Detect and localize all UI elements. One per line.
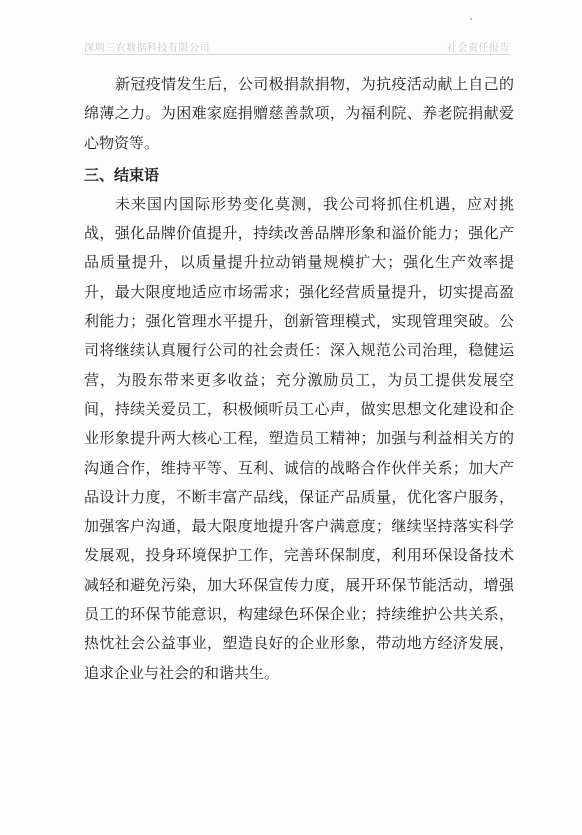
paragraph-conclusion: 未来国内国际形势变化莫测，我公司将抓住机遇，应对挑战，强化品牌价值提升，持续改善品牌形象和溢价能力；强化产品质量提升，以质量提升拉动销量规模扩大；强化生产效率提升，最大限度地适应市场需求；强化经营质量提升，切实提高盈利能力；强化管理水平提升，创新管理模式，实现管理突破。公司将继续认真履行公司的社会责任：深入规范公司治理，稳健运营，为股东带来更多收益；充分激励员工，为员工提供发展空间，持续关爱员工，积极倾听员工心声，做实思想文化建设和企业形象提升两大核心工程，塑造员工精神；加强与利益相关方的沟通合作，维持平等、互利、诚信的战略合作伙伴关系；加大产品设计力度，不断丰富产品线，保证产品质量，优化客户服务，加强客户沟通，最大限度地提升客户满意度；继续坚持落实科学发展观，投身环境保护工作，完善环保制度，利用环保设备技术减轻和避免污染，加大环保宣传力度，展开环保节能活动，增强员工的环保节能意识，构建绿色环保企业；持续维护公共关系，热忱社会公益事业，塑造良好的企业形象，带动地方经济发展，追求企业与社会的和谐共生。 xyxy=(84,194,514,682)
paragraph-donations: 新冠疫情发生后，公司极捐款捐物，为抗疫活动献上自己的绵薄之力。为困难家庭捐赠慈善款项，为福利院、养老院捐献爱心物资等。 xyxy=(84,75,514,152)
page-header xyxy=(84,38,510,55)
section-heading: 三、结束语 xyxy=(84,165,160,184)
header-left-text: 深圳三农数据科技有限公司 xyxy=(84,43,210,54)
scan-speck xyxy=(470,18,472,20)
document-body xyxy=(84,70,514,688)
header-right-text: 社会责任报告 xyxy=(447,43,510,54)
